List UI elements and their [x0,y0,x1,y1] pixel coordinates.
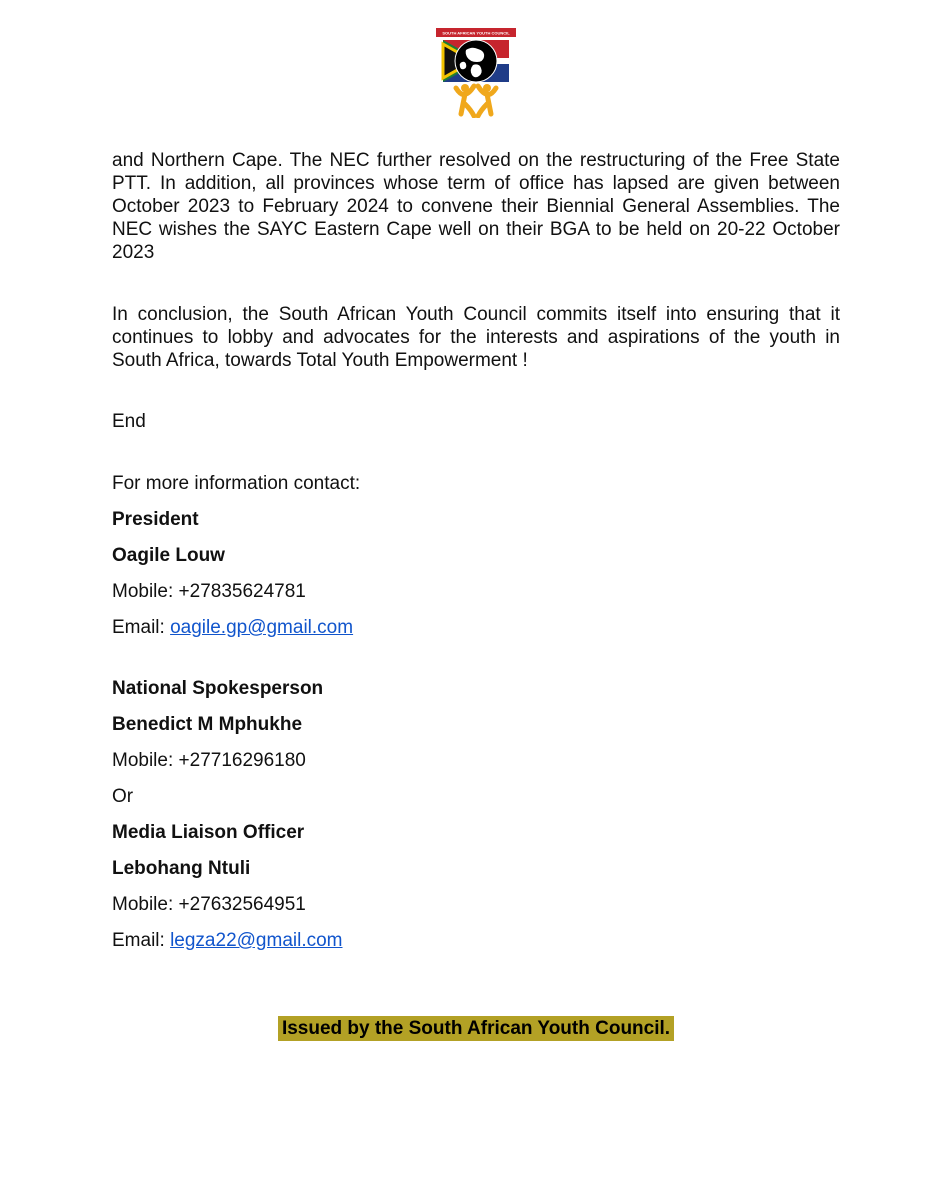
globe-icon [455,40,497,82]
media-officer-name: Lebohang Ntuli [112,858,251,879]
president-title: President [112,509,199,530]
media-officer-email-label: Email: [112,930,171,951]
end-marker: End [112,411,146,432]
media-officer-email-link[interactable]: legza22@gmail.com [170,930,343,951]
paragraph-nec-resolution: and Northern Cape. The NEC further resolved on the restructuring of the Free State PTT. In addition, all provinces whose term of office has lapsed are given between October 2023 to February 2024 to convene their Biennial General Assemblies. The NEC wishes the SAYC Eastern Cape well on their BGA to be held on 20-22 October 2023 [112,150,840,263]
logo-banner-text: SOUTH AFRICAN YOUTH COUNCIL [442,30,510,36]
president-email-label: Email: [112,617,171,638]
media-officer-title: Media Liaison Officer [112,822,305,843]
footer [112,1016,840,1041]
media-officer-mobile: Mobile: +27632564951 [112,894,306,915]
sayc-logo [112,28,840,123]
paragraph-conclusion: In conclusion, the South African Youth Council commits itself into ensuring that it continues to lobby and advocates for the interests and aspirations of the youth in South Africa, towards Total Youth Empowerment ! [112,304,840,371]
president-email-line [112,616,840,639]
president-name: Oagile Louw [112,545,225,566]
or-text: Or [112,786,134,807]
sayc-logo-graphic [429,28,523,118]
spokesperson-title: National Spokesperson [112,678,324,699]
president-email-link[interactable]: oagile.gp@gmail.com [170,617,354,638]
president-mobile: Mobile: +27835624781 [112,581,306,602]
spokesperson-name: Benedict M Mphukhe [112,714,303,735]
spokesperson-mobile: Mobile: +27716296180 [112,750,306,771]
media-officer-email-line [112,929,840,952]
figures-icon [456,84,496,116]
issued-by-highlight: Issued by the South African Youth Council. [278,1016,674,1041]
contact-intro: For more information contact: [112,473,361,494]
